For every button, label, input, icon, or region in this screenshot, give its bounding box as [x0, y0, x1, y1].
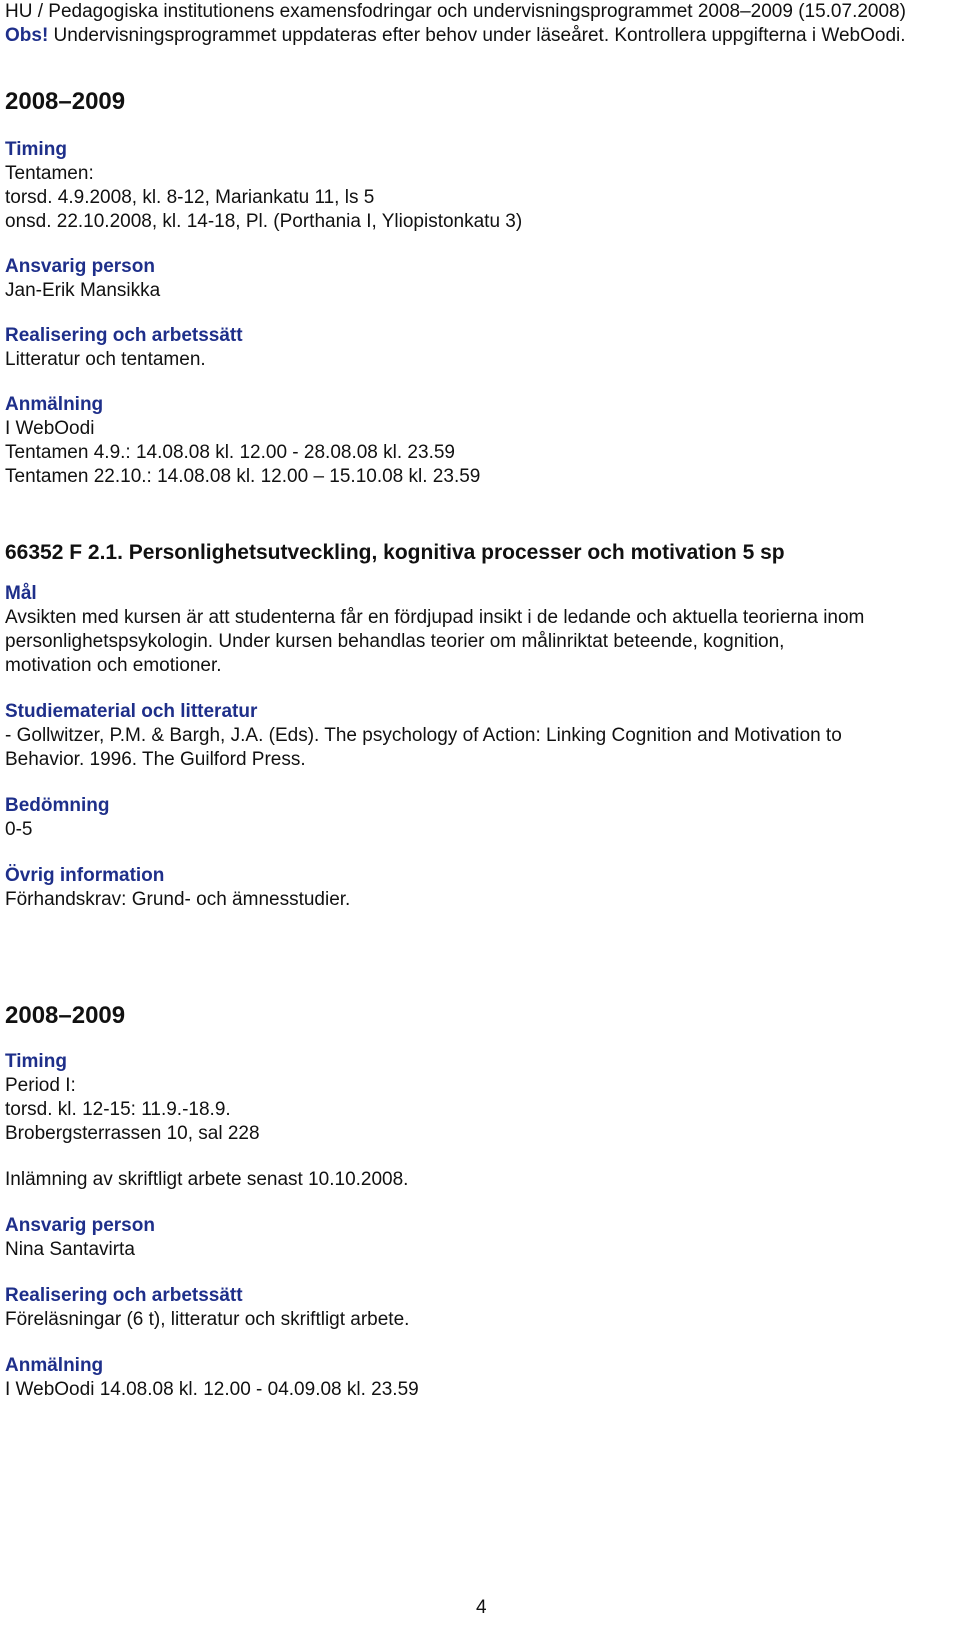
- bedomning-value: 0-5: [5, 819, 33, 840]
- ansvarig-label: Ansvarig person: [5, 1215, 155, 1236]
- header-notice: [5, 25, 906, 46]
- implementation-block-2: [5, 1002, 419, 1402]
- mal-line: Avsikten med kursen är att studenterna får en fördjupad insikt i de ledande och aktuella teorierna inom: [5, 607, 865, 628]
- year-heading: 2008–2009: [5, 88, 126, 115]
- realisering-label: Realisering och arbetssätt: [5, 1285, 243, 1306]
- timing-label: Timing: [5, 1051, 67, 1072]
- inlamning-note: Inlämning av skriftligt arbete senast 10.10.2008.: [5, 1169, 409, 1190]
- ansvarig-label: Ansvarig person: [5, 256, 155, 277]
- mal-line: personlighetspsykologin. Under kursen behandlas teorier om målinriktat beteende, kognition,: [5, 631, 785, 652]
- studiematerial-label: Studiematerial och litteratur: [5, 701, 258, 722]
- page-number: 4: [476, 1597, 487, 1618]
- timing-label: Timing: [5, 139, 67, 160]
- timing-line: Period I:: [5, 1075, 76, 1096]
- mal-line: motivation och emotioner.: [5, 655, 222, 676]
- realisering-value: Föreläsningar (6 t), litteratur och skriftligt arbete.: [5, 1309, 410, 1330]
- studiematerial-line: - Gollwitzer, P.M. & Bargh, J.A. (Eds). The psychology of Action: Linking Cognition and Motivation to: [5, 725, 842, 746]
- implementation-block-1: [5, 88, 522, 489]
- year-heading: 2008–2009: [5, 1002, 126, 1029]
- anmalning-line: Tentamen 4.9.: 14.08.08 kl. 12.00 - 28.08.08 kl. 23.59: [5, 442, 455, 463]
- timing-line: torsd. kl. 12-15: 11.9.-18.9.: [5, 1099, 231, 1120]
- realisering-label: Realisering och arbetssätt: [5, 325, 243, 346]
- ansvarig-value: Nina Santavirta: [5, 1239, 135, 1260]
- ovrig-label: Övrig information: [5, 865, 165, 886]
- course-title: 66352 F 2.1. Personlighetsutveckling, kognitiva processer och motivation 5 sp: [5, 541, 785, 564]
- timing-line: Tentamen:: [5, 163, 94, 184]
- header-title: HU / Pedagogiska institutionens examensfodringar och undervisningsprogrammet 2008–2009 (15.07.2008): [5, 1, 906, 22]
- realisering-value: Litteratur och tentamen.: [5, 349, 206, 370]
- anmalning-line: I WebOodi: [5, 418, 95, 439]
- mal-label: Mål: [5, 583, 37, 604]
- anmalning-line: Tentamen 22.10.: 14.08.08 kl. 12.00 – 15.10.08 kl. 23.59: [5, 466, 481, 487]
- anmalning-value: I WebOodi 14.08.08 kl. 12.00 - 04.09.08 kl. 23.59: [5, 1379, 419, 1400]
- anmalning-label: Anmälning: [5, 394, 104, 415]
- page-header: [5, 0, 955, 48]
- notice-text: Undervisningsprogrammet uppdateras efter behov under läseåret. Kontrollera uppgifterna i WebOodi.: [48, 25, 906, 46]
- course-block: [5, 540, 864, 912]
- timing-line: onsd. 22.10.2008, kl. 14-18, Pl. (Porthania I, Yliopistonkatu 3): [5, 211, 523, 232]
- ovrig-value: Förhandskrav: Grund- och ämnesstudier.: [5, 889, 351, 910]
- obs-label: Obs!: [5, 25, 49, 46]
- timing-line: torsd. 4.9.2008, kl. 8-12, Mariankatu 11, ls 5: [5, 187, 375, 208]
- anmalning-label: Anmälning: [5, 1355, 104, 1376]
- bedomning-label: Bedömning: [5, 795, 110, 816]
- document-page: [5, 0, 955, 1400]
- ansvarig-value: Jan-Erik Mansikka: [5, 280, 161, 301]
- studiematerial-line: Behavior. 1996. The Guilford Press.: [5, 749, 306, 770]
- timing-line: Brobergsterrassen 10, sal 228: [5, 1123, 260, 1144]
